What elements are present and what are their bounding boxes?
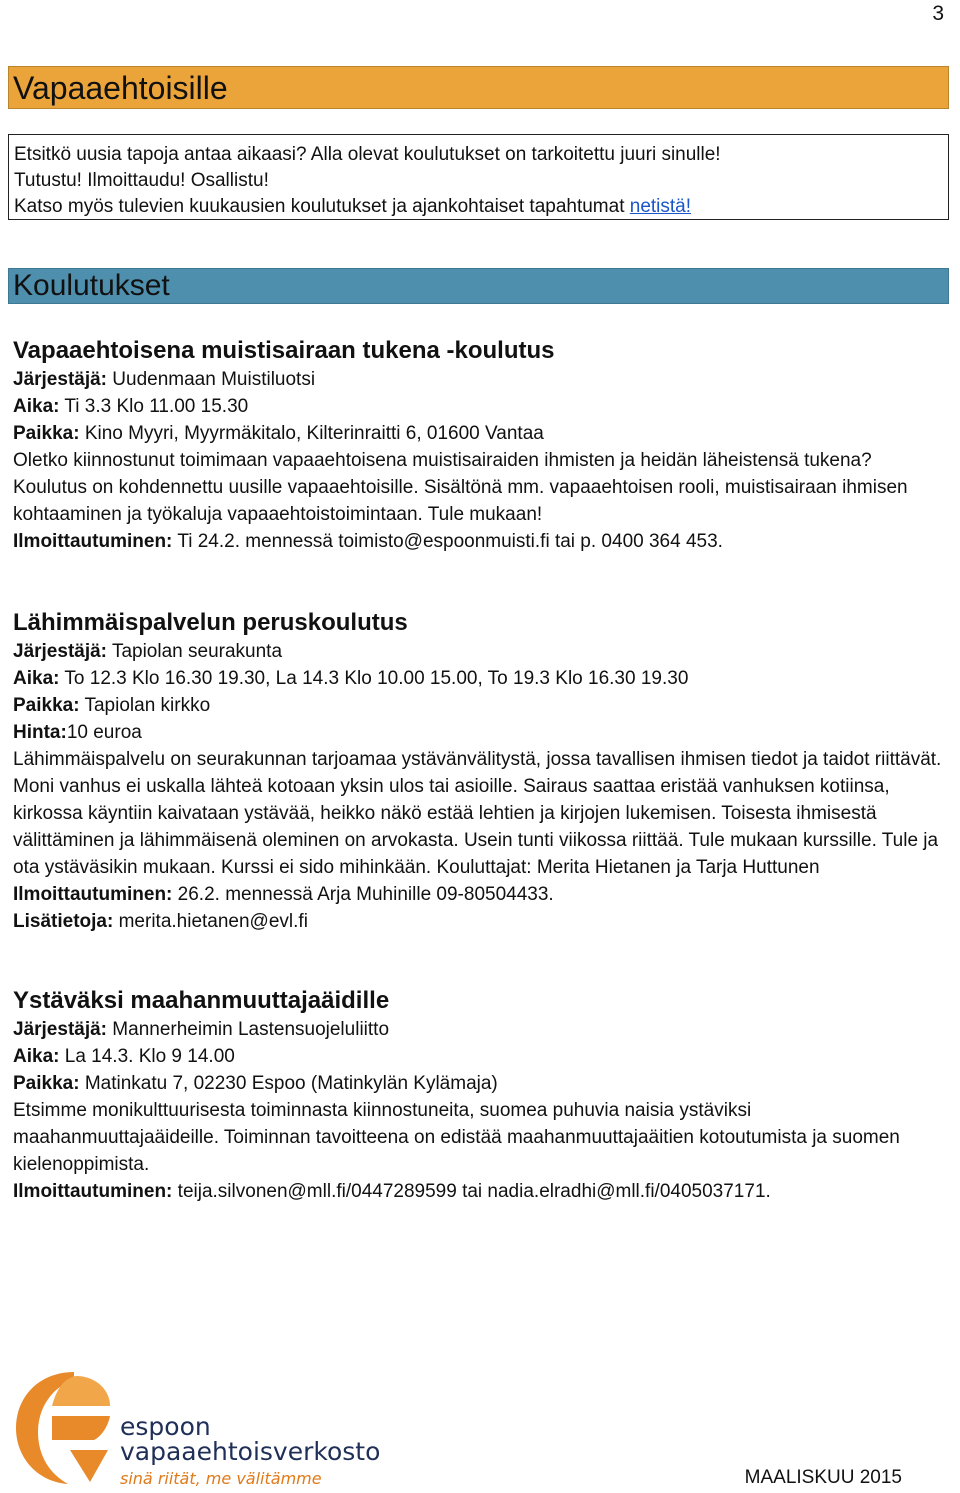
course-title: Lähimmäispalvelun peruskoulutus	[13, 609, 408, 636]
course-signup	[13, 528, 949, 555]
ev-logo-icon	[12, 1366, 122, 1488]
course-place	[13, 420, 949, 447]
course-time	[13, 665, 949, 692]
intro-line-1: Etsitkö uusia tapoja antaa aikaasi? Alla olevat koulutukset on tarkoitettu juuri sinulle!	[14, 144, 721, 165]
course-organizer	[13, 1016, 949, 1043]
section-banner	[8, 268, 949, 304]
signup-label: Ilmoittautuminen:	[13, 531, 173, 552]
organizer-value: Mannerheimin Lastensuojeluliitto	[107, 1019, 390, 1040]
page-number: 3	[932, 2, 944, 25]
organizer-label: Järjestäjä:	[13, 369, 108, 390]
logo-line-2: vapaaehtoisverkosto	[120, 1437, 381, 1466]
intro-box	[8, 134, 949, 220]
course-description: Oletko kiinnostunut toimimaan vapaaehtoisena muistisairaiden ihmisten ja heidän läheistensä tukena? Koulutus on kohdennettu uusille vapaaehtoisille. Sisältönä mm. vapaaehtoisen rooli, muistisairaan ihmisen kohtaaminen ja työkaluja vapaaehtoistoimintaan. Tule mukaan!	[13, 450, 908, 525]
course-place	[13, 1070, 949, 1097]
info-value: merita.hietanen@evl.fi	[113, 911, 308, 932]
intro-line-3	[14, 194, 943, 220]
course-time	[13, 393, 949, 420]
price-label: Hinta:	[13, 722, 67, 743]
intro-line-3-text: Katso myös tulevien kuukausien koulutukset ja ajankohtaiset tapahtumat	[14, 196, 630, 217]
time-label: Aika:	[13, 396, 60, 417]
footer-issue: MAALISKUU 2015	[744, 1467, 902, 1488]
place-label: Paikka:	[13, 1073, 80, 1094]
place-label: Paikka:	[13, 423, 80, 444]
course-info	[13, 908, 949, 935]
logo-tagline: sinä riität, me välitämme	[120, 1469, 322, 1488]
course-description: Etsimme monikulttuurisesta toiminnasta kiinnostuneita, suomea puhuvia naisia ystäviksi maahanmuuttajaäideille. Toiminnan tavoitteena on edistää maahanmuuttajaäitien kotoutumista ja suomen kielenoppimista.	[13, 1100, 900, 1175]
organizer-label: Järjestäjä:	[13, 641, 108, 662]
place-value: Tapiolan kirkko	[79, 695, 211, 716]
time-value: To 12.3 Klo 16.30 19.30, La 14.3 Klo 10.00 15.00, To 19.3 Klo 16.30 19.30	[59, 668, 689, 689]
signup-label: Ilmoittautuminen:	[13, 884, 173, 905]
time-value: Ti 3.3 Klo 11.00 15.30	[59, 396, 249, 417]
organizer-value: Uudenmaan Muistiluotsi	[107, 369, 316, 390]
organizer-value: Tapiolan seurakunta	[107, 641, 283, 662]
signup-value: 26.2. mennessä Arja Muhinille 09-80504433.	[172, 884, 554, 905]
course-title: Vapaaehtoisena muistisairaan tukena -koulutus	[13, 337, 555, 364]
place-label: Paikka:	[13, 695, 80, 716]
price-value: 10 euroa	[66, 722, 142, 743]
time-value: La 14.3. Klo 9 14.00	[59, 1046, 235, 1067]
course-organizer	[13, 366, 949, 393]
info-label: Lisätietoja:	[13, 911, 114, 932]
course-neighbour-service	[13, 608, 949, 935]
course-time	[13, 1043, 949, 1070]
course-signup	[13, 881, 949, 908]
section-title: Koulutukset	[13, 269, 170, 302]
place-value: Kino Myyri, Myyrmäkitalo, Kilterinraitti 6, 01600 Vantaa	[79, 423, 544, 444]
netista-link[interactable]: netistä!	[629, 196, 692, 217]
course-place	[13, 692, 949, 719]
espoon-vapaaehtoisverkosto-logo	[12, 1366, 381, 1488]
time-label: Aika:	[13, 668, 60, 689]
page-header-banner	[8, 66, 949, 109]
signup-value: Ti 24.2. mennessä toimisto@espoonmuisti.fi tai p. 0400 364 453.	[172, 531, 723, 552]
intro-line-2: Tutustu! Ilmoittaudu! Osallistu!	[14, 170, 269, 191]
course-memory-support	[13, 336, 949, 555]
course-signup	[13, 1178, 949, 1205]
time-label: Aika:	[13, 1046, 60, 1067]
organizer-label: Järjestäjä:	[13, 1019, 108, 1040]
logo-line-1: espoon	[120, 1412, 211, 1441]
course-title: Ystäväksi maahanmuuttajaäidille	[13, 987, 390, 1014]
course-immigrant-mothers	[13, 986, 949, 1205]
signup-value: teija.silvonen@mll.fi/0447289599 tai nadia.elradhi@mll.fi/0405037171.	[172, 1181, 771, 1202]
course-description: Lähimmäispalvelu on seurakunnan tarjoamaa ystävänvälitystä, jossa tavallisen ihmisen tiedot ja taidot riittävät. Moni vanhus ei uskalla lähteä kotoaan yksin ulos tai asioille. Sairaus saattaa eristää vanhuksen kotiinsa, kirkossa käyntiin kaivataan ystävää, heikko näkö estää lehtien ja kirjojen lukemisen. Toisesta ihmisestä välittäminen ja lähimmäisenä oleminen on arvokasta. Usein tunti viikossa riittää. Tule mukaan kurssille. Tule ja ota ystäväsikin mukaan. Kurssi ei sido mihinkään. Kouluttajat: Merita Hietanen ja Tarja Huttunen	[13, 749, 942, 878]
course-organizer	[13, 638, 949, 665]
signup-label: Ilmoittautuminen:	[13, 1181, 173, 1202]
place-value: Matinkatu 7, 02230 Espoo (Matinkylän Kylämaja)	[79, 1073, 498, 1094]
course-price	[13, 719, 949, 746]
page-title: Vapaaehtoisille	[13, 70, 228, 106]
